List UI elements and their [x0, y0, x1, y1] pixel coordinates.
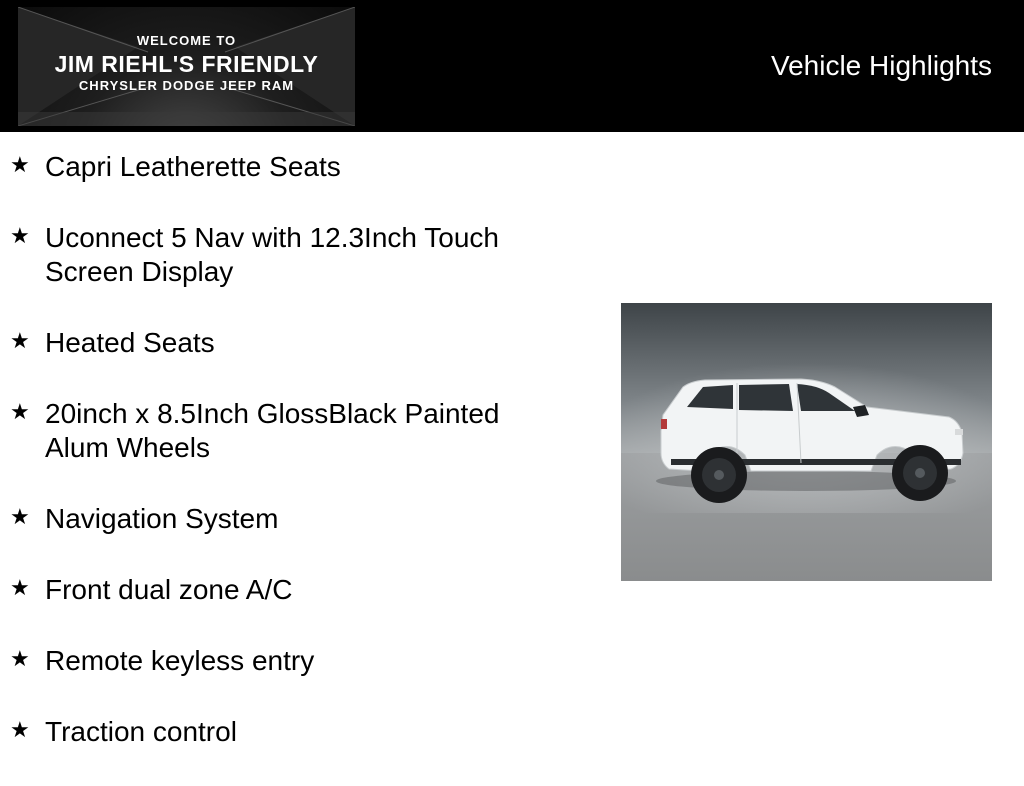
list-item [0, 715, 560, 749]
list-item [0, 573, 560, 607]
page-header [0, 0, 1024, 132]
feature-label: Front dual zone A/C [45, 574, 293, 605]
dealer-logo [18, 7, 355, 126]
logo-welcome-text: WELCOME TO [136, 33, 237, 48]
feature-label: Remote keyless entry [45, 645, 315, 676]
vehicle-photo [621, 303, 992, 581]
suv-icon [621, 303, 992, 581]
star-icon: ★ [10, 152, 30, 177]
feature-label: Navigation System [45, 503, 279, 534]
feature-label: Traction control [45, 716, 237, 747]
star-icon: ★ [10, 223, 30, 248]
star-icon: ★ [10, 399, 30, 424]
list-item [0, 502, 560, 536]
star-icon: ★ [10, 646, 30, 671]
feature-list [0, 150, 560, 786]
feature-label: 20inch x 8.5Inch GlossBlack Painted Alum Wheels [45, 398, 500, 463]
list-item [0, 326, 560, 360]
logo-brands-text: CHRYSLER DODGE JEEP RAM [78, 78, 295, 93]
list-item [0, 221, 560, 289]
star-icon: ★ [10, 328, 30, 353]
star-icon: ★ [10, 504, 30, 529]
feature-label: Heated Seats [45, 327, 215, 358]
feature-label: Uconnect 5 Nav with 12.3Inch Touch Screen Display [45, 222, 499, 287]
list-item [0, 397, 560, 465]
feature-label: Capri Leatherette Seats [45, 151, 341, 182]
page-title: Vehicle Highlights [770, 50, 992, 81]
star-icon: ★ [10, 575, 30, 600]
logo-dealer-name: JIM RIEHL'S FRIENDLY [54, 51, 319, 77]
star-icon: ★ [10, 717, 30, 742]
list-item [0, 644, 560, 678]
list-item [0, 150, 560, 184]
